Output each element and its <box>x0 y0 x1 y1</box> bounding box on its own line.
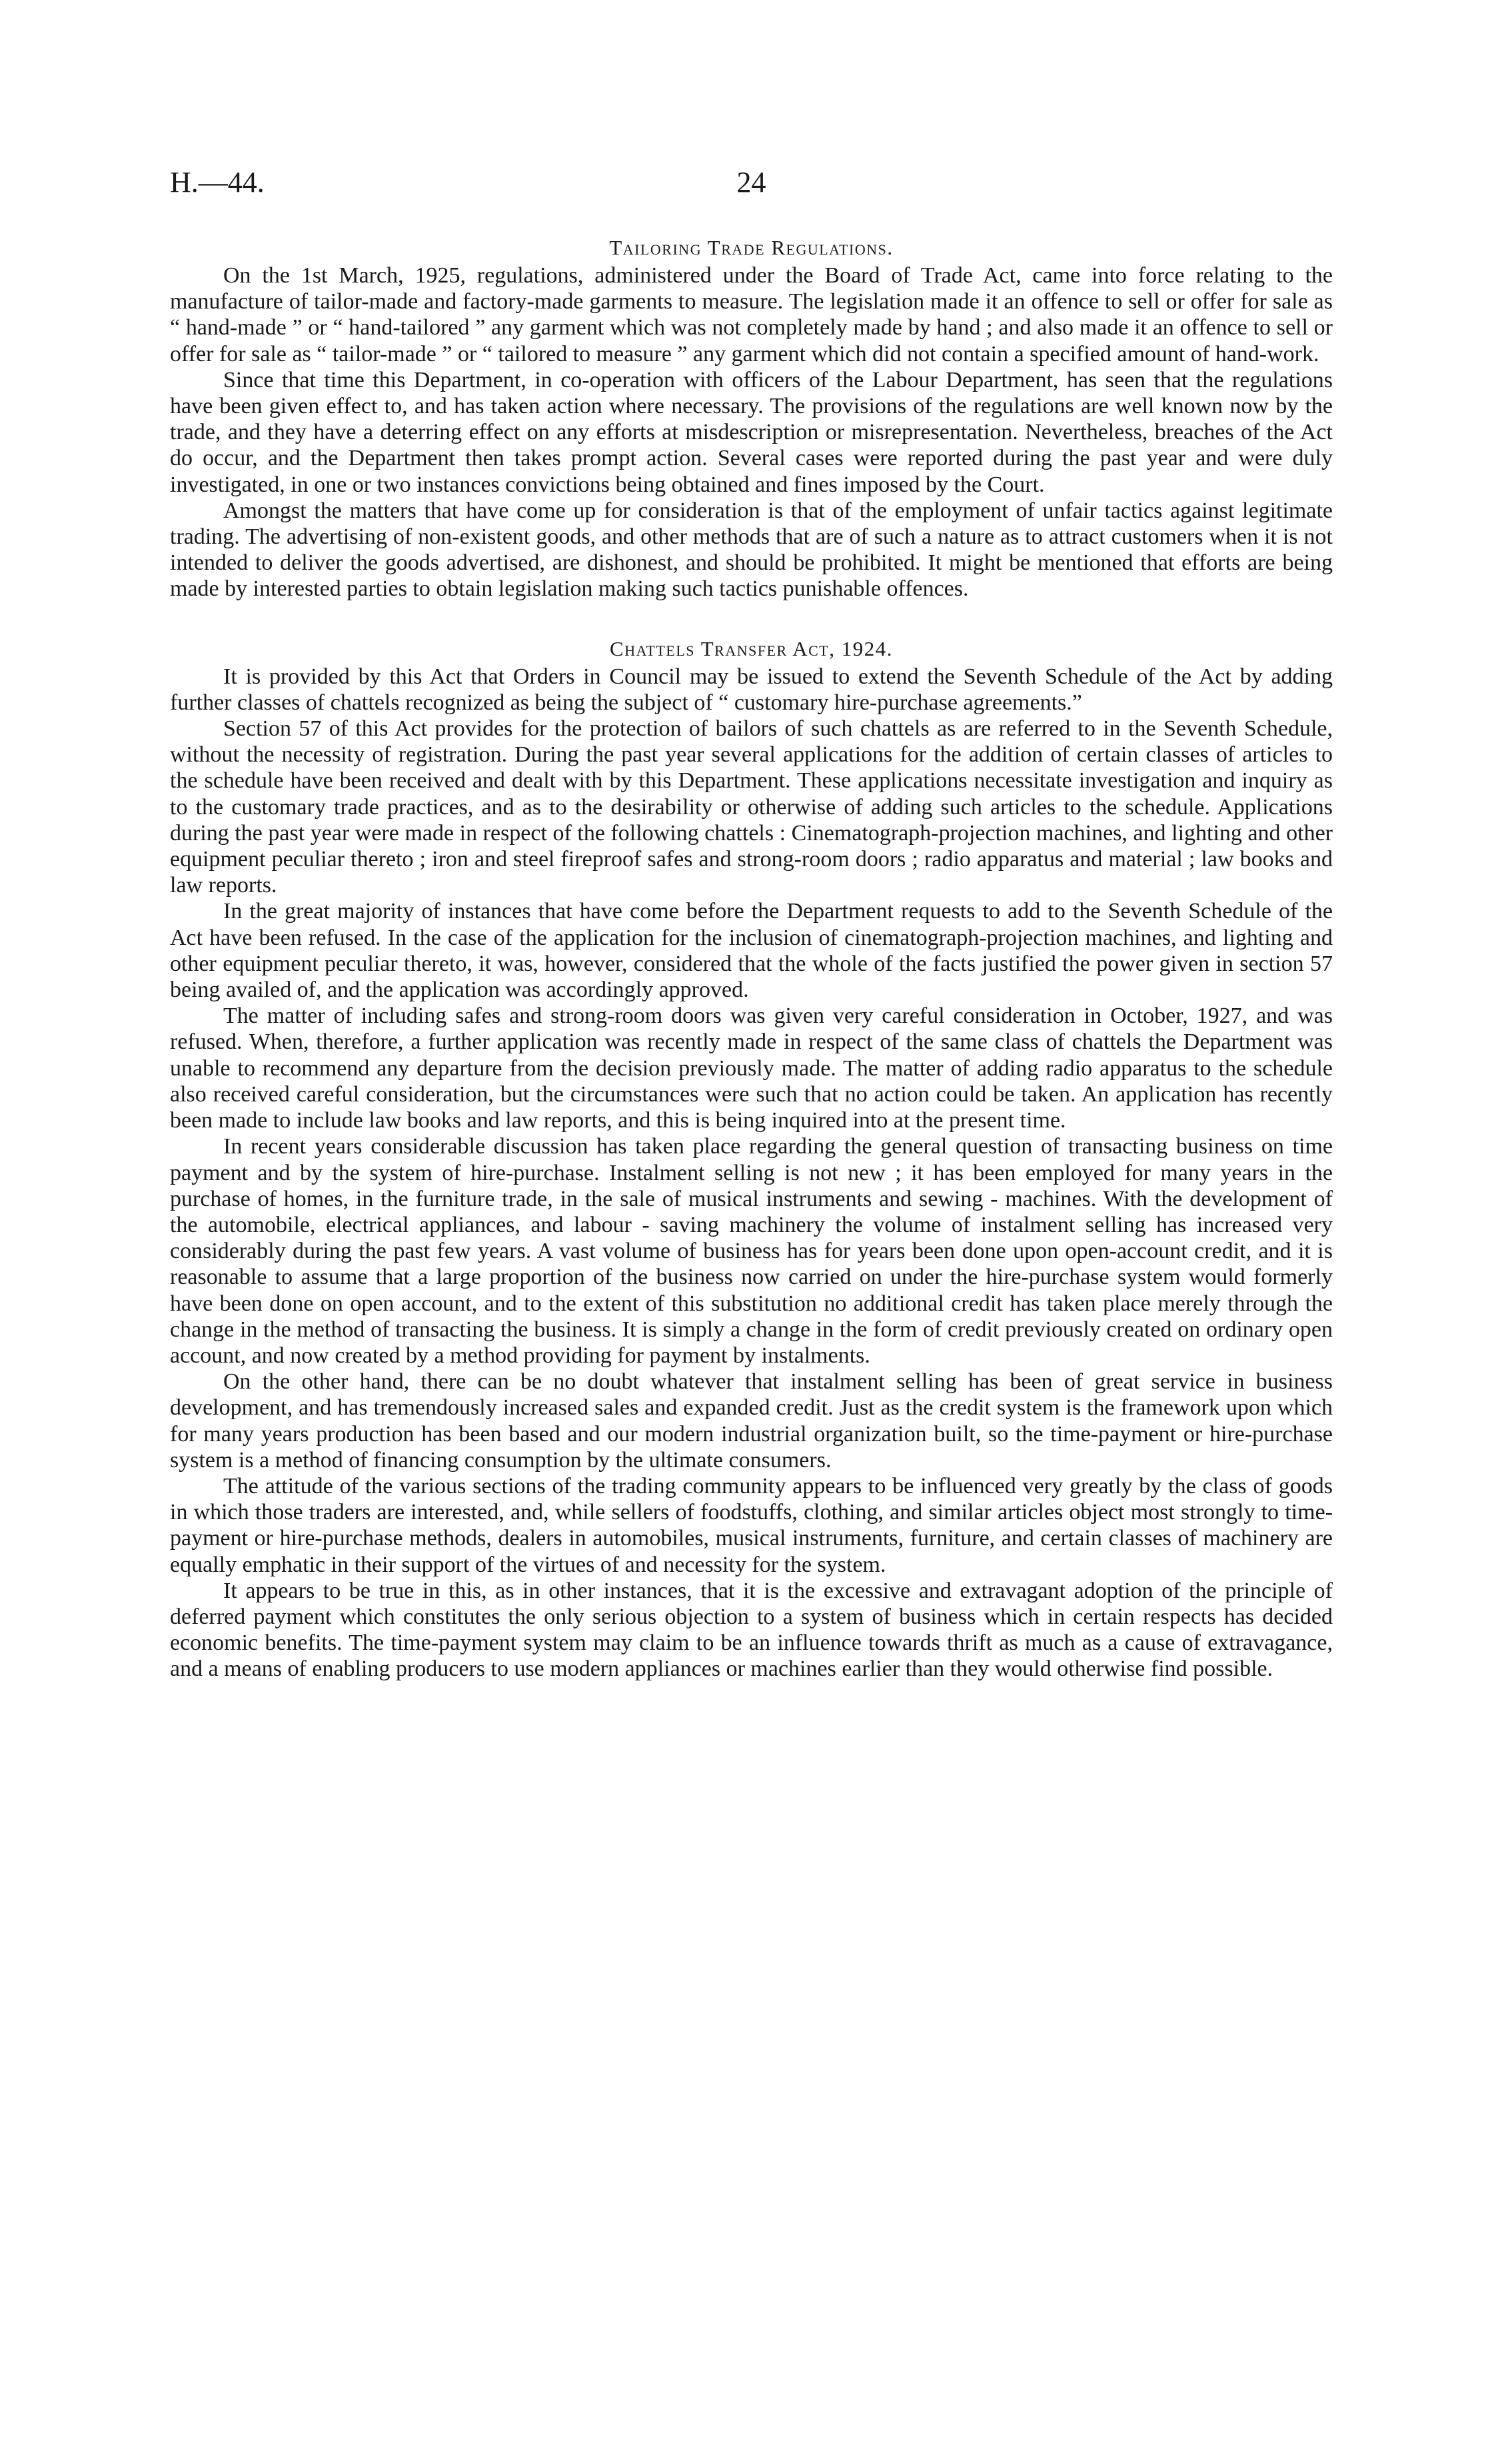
section-heading-chattels: Chattels Transfer Act, 1924. <box>610 636 893 660</box>
section-heading-tailoring: Tailoring Trade Regulations. <box>609 236 894 259</box>
running-header <box>170 165 1333 205</box>
paragraph: In the great majority of instances that have come before the Department requests to add to the Seventh Schedule of the Act have been refused. In the case of the application for the inclusion of cinematograph-projection machines, and lighting and other equipment peculiar thereto, it was, however, considered that the whole of the facts justified the power given in section 57 being availed of, and the application was accordingly approved. <box>170 899 1333 1003</box>
paragraph: Since that time this Department, in co-operation with officers of the Labour Department, has seen that the regulations have been given effect to, and has taken action where necessary. The provisions of the regulations are well known now by the trade, and they have a deterring effect on any efforts at misdescription or misrepresentation. Nevertheless, breaches of the Act do occur, and the Department then takes prompt action. Several cases were reported during the past year and were duly investigated, in one or two instances convictions being obtained and fines imposed by the Court. <box>170 367 1333 497</box>
paragraph: In recent years considerable discussion has taken place regarding the general question of transacting business on time payment and by the system of hire-purchase. Instalment selling is not new ; it has been employed for many years in the purchase of homes, in the furniture trade, in the sale of musical instruments and sewing - machines. With the development of the automobile, electrical appliances, and labour - saving machinery the volume of instalment selling has increased very considerably during the past few years. A vast volume of business has for years been done upon open-account credit, and it is reasonable to assume that a large proportion of the business now carried on under the hire-purchase system would formerly have been done on open account, and to the extent of this substitution no additional credit has taken place merely through the change in the method of transacting the business. It is simply a change in the form of credit previously created on ordinary open account, and now created by a method providing for payment by instalments. <box>170 1134 1333 1368</box>
paragraph: On the 1st March, 1925, regulations, administered under the Board of Trade Act, came into force relating to the manufacture of tailor-made and factory-made garments to measure. The legislation made it an offence to sell or offer for sale as “ hand-made ” or “ hand-tailored ” any garment which was not completely made by hand ; and also made it an offence to sell or offer for sale as “ tailor-made ” or “ tailored to measure ” any garment which did not contain a specified amount of hand-work. <box>170 263 1333 366</box>
paragraph: Amongst the matters that have come up for consideration is that of the employment of unfair tactics against legitimate trading. The advertising of non-existent goods, and other methods that are of such a nature as to attract customers when it is not intended to deliver the goods advertised, are dishonest, and should be prohibited. It might be mentioned that efforts are being made by interested parties to obtain legislation making such tactics punishable offences. <box>170 498 1333 602</box>
paragraph: The matter of including safes and strong-room doors was given very careful consideration in October, 1927, and was refused. When, therefore, a further application was recently made in respect of the same class of chattels the Department was unable to recommend any departure from the decision previously made. The matter of adding radio apparatus to the schedule also received careful consideration, but the circumstances were such that no action could be taken. An application has recently been made to include law books and law reports, and this is being inquired into at the present time. <box>170 1003 1333 1133</box>
paragraph: Section 57 of this Act provides for the protection of bailors of such chattels as are referred to in the Seventh Schedule, without the necessity of registration. During the past year several applications for the addition of certain classes of articles to the schedule have been received and dealt with by this Department. These applications necessitate investigation and inquiry as to the customary trade practices, and as to the desirability or otherwise of adding such articles to the schedule. Applications during the past year were made in respect of the following chattels : Cinematograph-projection machines, and lighting and other equipment peculiar thereto ; iron and steel fireproof safes and strong-room doors ; radio apparatus and material ; law books and law reports. <box>170 716 1333 898</box>
paragraph: It is provided by this Act that Orders in Council may be issued to extend the Seventh Schedule of the Act by adding further classes of chattels recognized as being the subject of “ customary hire-purchase agreements.” <box>170 664 1333 715</box>
page-number: 24 <box>736 166 766 199</box>
paragraph: It appears to be true in this, as in other instances, that it is the excessive and extravagant adoption of the principle of deferred payment which constitutes the only serious objection to a system of business which in certain respects has decided economic benefits. The time-payment system may claim to be an influence towards thrift as much as a cause of extravagance, and a means of enabling producers to use modern appliances or machines earlier than they would otherwise find possible. <box>170 1578 1333 1682</box>
body-text <box>170 233 1333 1682</box>
paragraph: On the other hand, there can be no doubt whatever that instalment selling has been of great service in business development, and has tremendously increased sales and expanded credit. Just as the credit system is the framework upon which for many years production has been based and our modern industrial organization built, so the time-payment or hire-purchase system is a method of financing consumption by the ultimate consumers. <box>170 1369 1333 1473</box>
document-code: H.—44. <box>170 166 265 199</box>
paragraph: The attitude of the various sections of the trading community appears to be influenced very greatly by the class of goods in which those traders are interested, and, while sellers of foodstuffs, clothing, and similar articles object most strongly to time-payment or hire-purchase methods, dealers in automobiles, musical instruments, furniture, and certain classes of machinery are equally emphatic in their support of the virtues of and necessity for the system. <box>170 1473 1333 1577</box>
